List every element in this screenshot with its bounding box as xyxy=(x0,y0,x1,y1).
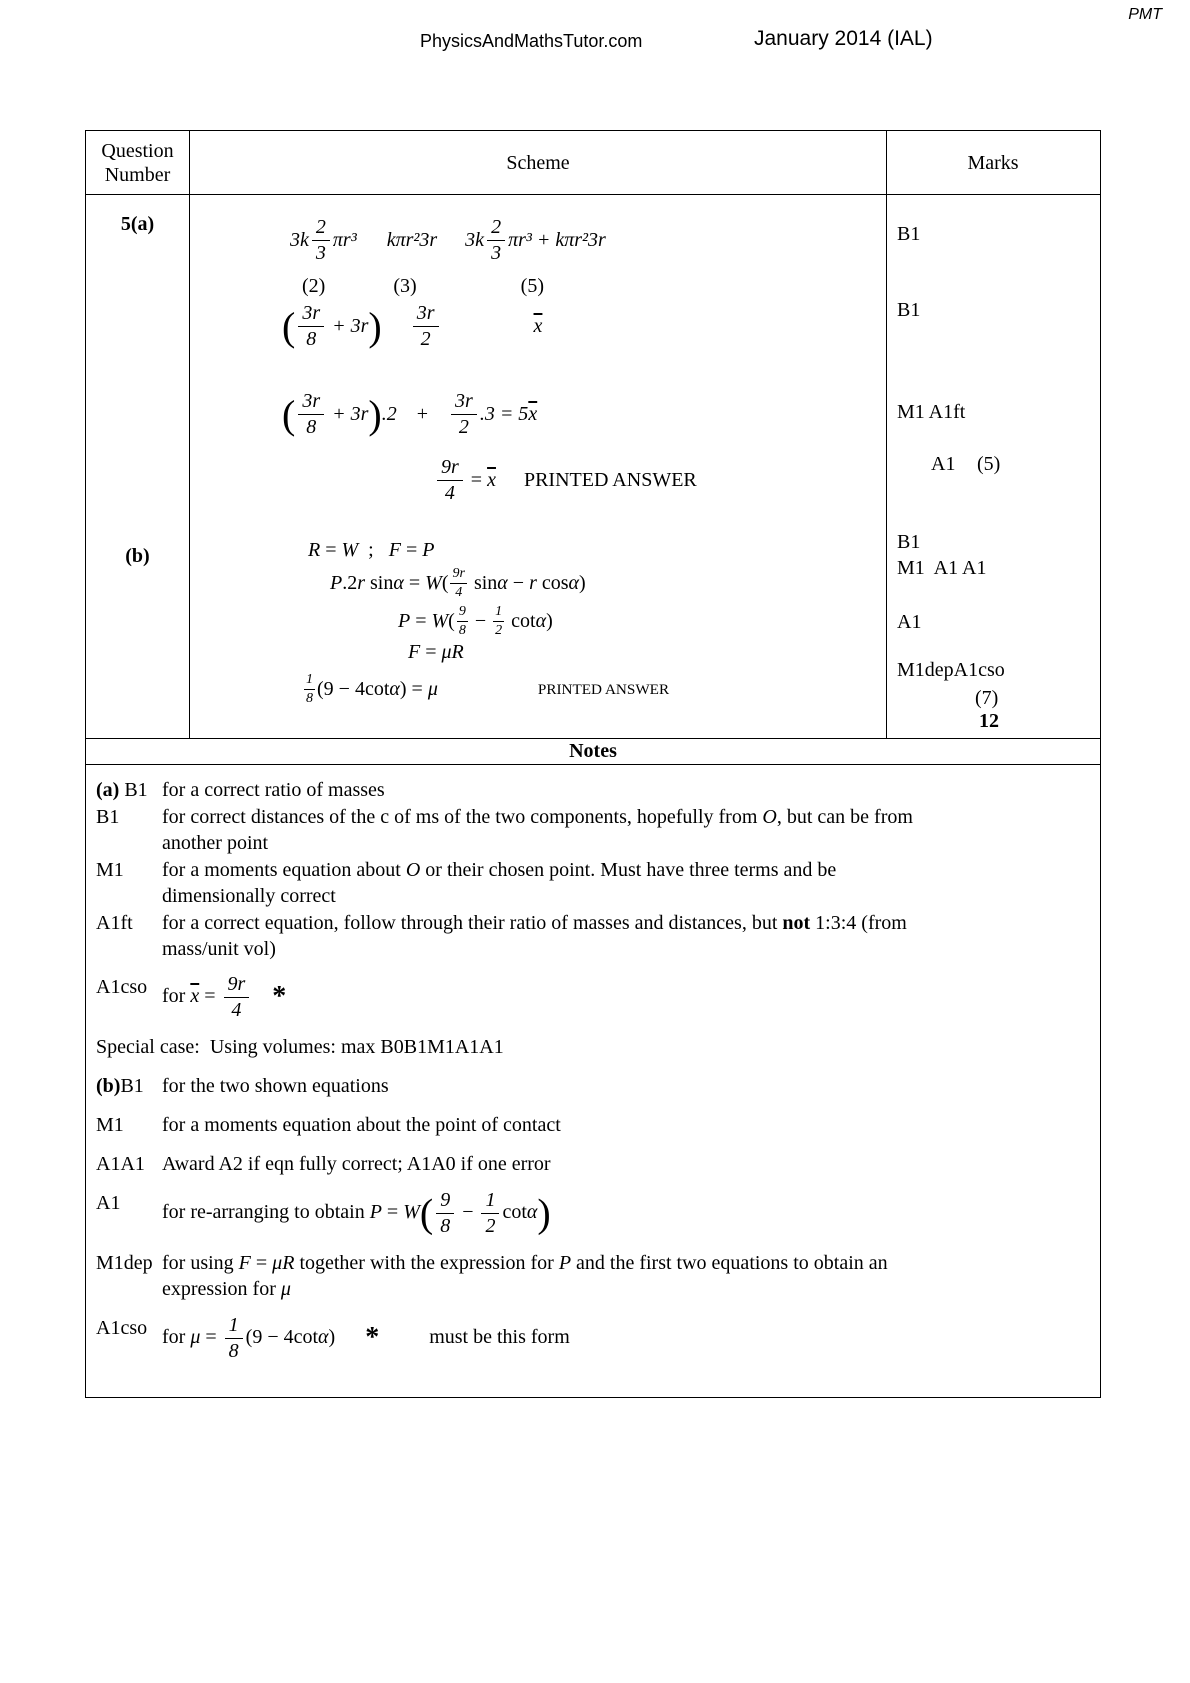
fraction-denominator: 8 xyxy=(440,1215,451,1237)
math-text: = xyxy=(465,469,488,491)
math-text: ) xyxy=(328,1326,336,1349)
math-text: = xyxy=(400,539,423,561)
note-text xyxy=(162,1073,1088,1099)
math-text: ( xyxy=(441,572,449,595)
math-text: M1dep xyxy=(96,1252,153,1274)
mark-b-m1a1a1: M1 A1 A1 xyxy=(897,557,987,579)
math-text: + xyxy=(416,403,429,425)
note-row xyxy=(96,974,1088,1021)
fraction-denominator: 2 xyxy=(495,622,503,638)
math-variable: .2 xyxy=(381,403,397,425)
scheme-a-line-masses xyxy=(290,217,606,264)
math-text: for a moments equation about xyxy=(162,859,406,881)
math-text: (2) xyxy=(302,275,326,297)
note-row xyxy=(96,1151,1088,1177)
note-mark-label xyxy=(96,1190,162,1216)
math-text: M1 xyxy=(96,1114,124,1136)
scheme-a-line-distances xyxy=(282,303,542,350)
math-variable: F xyxy=(408,641,421,663)
math-variable: O xyxy=(405,859,421,881)
math-text: sin xyxy=(468,572,498,595)
big-paren: ) xyxy=(537,1190,551,1236)
math-text: = xyxy=(403,572,426,595)
note-text xyxy=(162,1112,1088,1138)
fraction-numerator: 9r xyxy=(450,567,466,584)
question-label-b: (b) xyxy=(125,545,150,567)
math-text: ; xyxy=(358,539,389,561)
math-variable: O xyxy=(762,806,777,828)
question-label-5a: 5(a) xyxy=(120,213,155,235)
header-scheme: Scheme xyxy=(506,151,570,174)
fraction-numerator: 2 xyxy=(312,217,330,241)
math-variable: α xyxy=(318,1326,329,1349)
bold-text: (b) xyxy=(96,1075,121,1097)
note-mark-label xyxy=(96,804,162,830)
math-variable: μ xyxy=(190,1326,201,1349)
mark-b-b1: B1 xyxy=(897,531,921,553)
scheme-a-line-moments xyxy=(282,391,537,438)
bold-text: (a) xyxy=(96,779,125,801)
mark-a-a1: A1 xyxy=(931,453,956,475)
math-text: ) xyxy=(546,610,553,633)
fraction-numerator: 9 xyxy=(457,605,468,622)
math-text: A1A1 xyxy=(96,1153,145,1175)
scheme-b-line-p xyxy=(398,605,553,638)
math-text: for a correct equation, follow through their ratio of masses and distances, but xyxy=(162,912,783,934)
math-text: B1 xyxy=(96,806,120,828)
math-variable: 3k xyxy=(465,229,485,251)
scheme-a-line-answer xyxy=(434,457,697,504)
math-variable: μR xyxy=(441,641,464,663)
math-text: − xyxy=(457,1201,479,1224)
math-text: for a moments equation about the point of contact xyxy=(162,1114,561,1136)
math-text: Award A2 if eqn fully correct; A1A0 if one error xyxy=(162,1153,551,1175)
fraction-numerator: 2 xyxy=(487,217,505,241)
mark-a-subtotal: (5) xyxy=(977,453,1001,475)
math-variable: α xyxy=(497,572,508,595)
asterisk-marker: * xyxy=(365,1321,380,1353)
math-text: Special case: Using volumes: max B0B1M1A1A1 xyxy=(96,1036,504,1058)
note-text xyxy=(162,974,1088,1021)
math-text: = xyxy=(381,1201,404,1224)
note-row xyxy=(96,1250,1088,1302)
math-text: mass/unit vol) xyxy=(162,938,276,960)
math-text: (9 − 4cot xyxy=(245,1326,319,1349)
math-variable: W xyxy=(425,572,442,595)
math-text: for xyxy=(162,1326,191,1349)
x-bar: $\overline{x}$ xyxy=(533,315,543,337)
scheme-b-line-equations xyxy=(308,539,434,562)
fraction xyxy=(413,303,439,350)
fraction-denominator: 4 xyxy=(455,584,463,600)
fraction-denominator: 3 xyxy=(491,242,502,264)
fraction xyxy=(436,1190,454,1237)
mark-question-total: 12 xyxy=(979,710,999,732)
math-text: cos xyxy=(536,572,569,595)
notes-list xyxy=(86,765,1100,1397)
scheme-b-line-answer xyxy=(302,673,669,706)
fraction-denominator: 8 xyxy=(306,416,317,438)
math-variable: W xyxy=(341,539,359,561)
math-variable: r xyxy=(357,572,366,595)
table-header-row xyxy=(86,131,1100,195)
scheme-b-line-moment xyxy=(330,567,586,600)
note-text xyxy=(162,804,1088,856)
math-text: (9 − 4cot xyxy=(317,678,390,701)
fraction-denominator: 4 xyxy=(444,482,455,504)
math-variable: W xyxy=(403,1201,420,1224)
fraction-denominator: 2 xyxy=(458,416,469,438)
note-row xyxy=(96,1112,1088,1138)
notes-header: Notes xyxy=(86,738,1100,765)
fraction xyxy=(312,217,330,264)
note-row xyxy=(96,1034,1088,1060)
fraction-denominator: 2 xyxy=(420,328,431,350)
fraction-numerator: 3r xyxy=(413,303,439,327)
site-title: PhysicsAndMathsTutor.com xyxy=(420,31,643,51)
math-variable: P xyxy=(330,572,343,595)
fraction xyxy=(493,605,504,638)
math-text: = xyxy=(250,1252,273,1274)
math-text: ) = xyxy=(399,678,428,701)
math-variable: + 3r xyxy=(327,315,369,337)
mark-a-b1-2: B1 xyxy=(897,299,921,321)
fraction-numerator: 1 xyxy=(493,605,504,622)
math-text: = xyxy=(200,1326,222,1349)
note-row xyxy=(96,1190,1088,1237)
note-row xyxy=(96,1073,1088,1099)
x-bar: $\overline{x}$ xyxy=(528,403,538,425)
note-mark-label xyxy=(96,1315,162,1341)
question-number-cell xyxy=(86,195,190,738)
fraction-denominator: 8 xyxy=(458,622,466,638)
note-text xyxy=(162,1151,1088,1177)
math-variable: πr³ xyxy=(332,229,357,251)
math-text: = xyxy=(410,610,432,633)
note-mark-label xyxy=(96,1073,162,1099)
math-variable: P xyxy=(558,1252,572,1274)
note-mark-label xyxy=(96,1151,162,1177)
math-variable: μ xyxy=(280,1278,291,1300)
scheme-a-line-ratios xyxy=(302,275,544,298)
header-marks: Marks xyxy=(886,131,1099,194)
fraction-denominator: 8 xyxy=(228,1340,239,1362)
mark-b-a1: A1 xyxy=(897,611,922,633)
pmt-watermark: PMT xyxy=(1128,6,1162,23)
math-variable: P xyxy=(422,539,435,561)
x-bar: $\overline{x}$ xyxy=(487,469,496,491)
small-caps-text: PRINTED ANSWER xyxy=(537,680,670,698)
note-mark-label xyxy=(96,1112,162,1138)
fraction xyxy=(481,1190,499,1237)
math-variable: α xyxy=(389,678,400,701)
math-variable: kπr²3r xyxy=(386,229,438,251)
note-text xyxy=(162,1315,1088,1362)
fraction-denominator: 4 xyxy=(231,999,242,1021)
math-text: B1 xyxy=(120,1075,144,1097)
math-text: dimensionally correct xyxy=(162,885,336,907)
math-text: ( xyxy=(448,610,455,633)
math-text: (5) xyxy=(520,275,544,297)
fraction-numerator: 3r xyxy=(298,303,324,327)
note-mark-label xyxy=(96,857,162,883)
math-text: cot xyxy=(506,610,536,633)
fraction-numerator: 3r xyxy=(451,391,477,415)
math-text: for using xyxy=(162,1252,239,1274)
math-variable: F xyxy=(238,1252,251,1274)
scheme-cell xyxy=(190,195,886,738)
note-mark-label xyxy=(96,974,162,1000)
fraction xyxy=(450,567,466,600)
bold-text: not xyxy=(782,912,811,934)
header-question-number: Question Number xyxy=(86,131,190,194)
note-row xyxy=(96,777,1088,803)
fraction xyxy=(451,391,477,438)
mark-b-subtotal: (7) xyxy=(975,687,999,709)
fraction xyxy=(437,457,463,504)
fraction-numerator: 1 xyxy=(481,1190,499,1214)
paper-date: January 2014 (IAL) xyxy=(754,27,933,50)
table-body-row xyxy=(86,195,1100,738)
math-variable: μR xyxy=(272,1252,295,1274)
fraction xyxy=(298,391,324,438)
note-text xyxy=(162,1250,1088,1302)
big-paren: ) xyxy=(368,303,382,349)
note-row xyxy=(96,910,1088,962)
fraction xyxy=(225,1315,243,1362)
math-variable: R xyxy=(308,539,321,561)
math-text: for re-arranging to obtain xyxy=(162,1201,370,1224)
note-text xyxy=(96,1034,1088,1060)
math-text: M1 xyxy=(96,859,124,881)
fraction-numerator: 3r xyxy=(298,391,324,415)
math-text: expression for xyxy=(162,1278,281,1300)
math-text: .2 xyxy=(342,572,358,595)
math-text: must be this form xyxy=(429,1326,570,1349)
math-text: for correct distances of the c of ms of the two components, hopefully from xyxy=(162,806,763,828)
math-variable: P xyxy=(398,610,411,633)
math-text: = xyxy=(320,539,342,561)
fraction xyxy=(224,974,250,1021)
fraction xyxy=(487,217,505,264)
note-text xyxy=(162,777,1088,803)
fraction xyxy=(304,673,315,706)
math-text: together with the expression for xyxy=(294,1252,559,1274)
math-text: another point xyxy=(162,832,269,854)
note-row xyxy=(96,857,1088,909)
math-text: − xyxy=(469,610,492,633)
math-variable: 3k xyxy=(290,229,309,251)
math-text: = xyxy=(199,985,221,1008)
marks-cell xyxy=(886,195,1099,738)
note-row xyxy=(96,1315,1088,1362)
math-text: B1 xyxy=(124,779,148,801)
math-text: A1 xyxy=(96,1192,121,1214)
fraction-denominator: 8 xyxy=(306,690,313,706)
math-variable: .3 = 5 xyxy=(479,403,529,425)
fraction xyxy=(457,605,468,638)
math-variable: μ xyxy=(427,678,438,701)
x-bar: $\overline{x}$ xyxy=(190,985,200,1008)
math-text: or their chosen point. Must have three terms and be xyxy=(420,859,837,881)
math-text: sin xyxy=(365,572,394,595)
math-text: ) xyxy=(579,572,586,595)
math-variable: α xyxy=(568,572,580,595)
fraction xyxy=(298,303,324,350)
math-text: (3) xyxy=(393,275,417,297)
fraction-denominator: 3 xyxy=(315,242,326,264)
fraction-numerator: 9r xyxy=(224,974,250,998)
math-variable: πr³ + kπr²3r xyxy=(508,229,606,251)
fraction-denominator: 8 xyxy=(306,328,317,350)
math-variable: + 3r xyxy=(327,403,369,425)
fraction-denominator: 2 xyxy=(485,1215,496,1237)
mark-scheme-table xyxy=(85,130,1101,1398)
note-mark-label xyxy=(96,910,162,936)
fraction-numerator: 1 xyxy=(225,1315,243,1339)
math-variable: α xyxy=(526,1201,538,1224)
note-row xyxy=(96,804,1088,856)
math-text: for the two shown equations xyxy=(162,1075,389,1097)
math-text: cot xyxy=(502,1201,527,1224)
math-text: A1cso xyxy=(96,1317,148,1339)
math-text: 1:3:4 (from xyxy=(810,912,907,934)
math-variable: P xyxy=(369,1201,382,1224)
fraction-numerator: 9r xyxy=(437,457,463,481)
big-paren: ( xyxy=(282,303,296,349)
mark-a-m1a1ft: M1 A1ft xyxy=(897,401,966,423)
note-text xyxy=(162,1190,1088,1237)
math-text: − xyxy=(507,572,530,595)
note-text xyxy=(162,857,1088,909)
big-paren: ( xyxy=(282,391,296,437)
mark-b-m1depa1cso: M1depA1cso xyxy=(897,659,1005,681)
math-text: , but can be from xyxy=(776,806,913,828)
big-paren: ) xyxy=(368,391,382,437)
fraction-numerator: 9 xyxy=(436,1190,454,1214)
math-variable: W xyxy=(431,610,449,633)
note-text xyxy=(162,910,1088,962)
math-text: and the first two equations to obtain an xyxy=(571,1252,888,1274)
math-text: = xyxy=(420,641,442,663)
math-variable: α xyxy=(535,610,547,633)
math-variable: r xyxy=(529,572,537,595)
math-text: for a correct ratio of masses xyxy=(162,779,385,801)
asterisk-marker: * xyxy=(272,980,287,1012)
math-variable: F xyxy=(388,539,401,561)
note-mark-label xyxy=(96,777,162,803)
math-text: A1cso xyxy=(96,976,148,998)
math-text: PRINTED ANSWER xyxy=(523,469,697,491)
math-variable: α xyxy=(393,572,404,595)
math-text: for xyxy=(162,985,191,1008)
fraction-numerator: 1 xyxy=(304,673,315,690)
mark-a-b1-1: B1 xyxy=(897,223,921,245)
math-text: A1ft xyxy=(96,912,133,934)
note-mark-label xyxy=(96,1250,162,1276)
scheme-b-line-friction xyxy=(408,641,464,664)
big-paren: ( xyxy=(419,1190,434,1236)
